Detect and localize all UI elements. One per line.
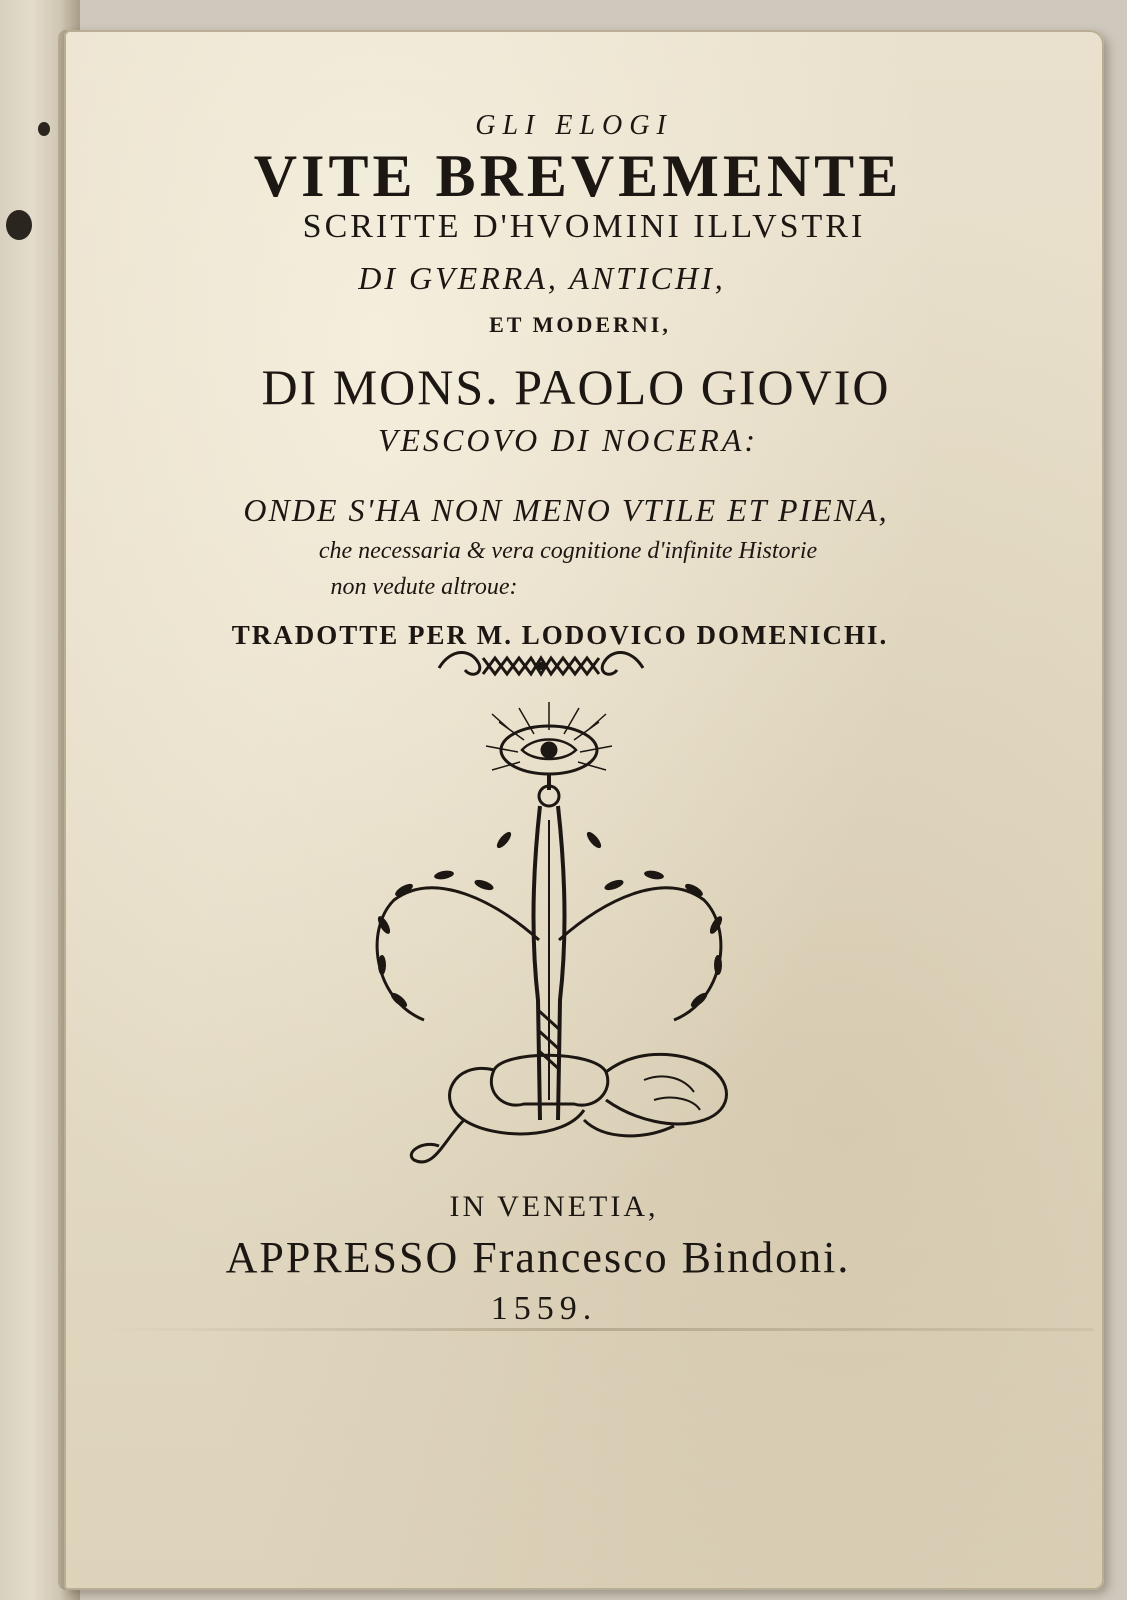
stain-mark [38,122,50,136]
title-line-di-guerra: DI GVERRA, ANTICHI, [358,260,726,296]
headpiece-ornament-icon [431,642,651,686]
subtitle-line-2: che necessaria & vera cognitione d'infinite Historie [318,538,818,564]
title-line-scritte: SCRITTE D'HVOMINI ILLVSTRI [302,208,866,245]
subtitle-line-3: non vedute altroue: [330,574,518,600]
stain-mark [6,210,32,240]
title-line-et-moderni: ET MODERNI, [489,312,671,337]
translator-line: TRADOTTE PER M. LODOVICO DOMENICHI. [231,620,889,650]
paper-crease [104,1328,1094,1331]
title-text-block [64,30,1104,1590]
title-line-vite-brevemente: VITE BREVEMENTE [253,143,903,209]
title-page [64,30,1104,1590]
subtitle-line-1: ONDE S'HA NON MENO VTILE ET PIENA, [243,492,889,528]
author-line: DI MONS. PAOLO GIOVIO [261,359,891,415]
imprint-year: 1559. [490,1290,598,1327]
imprint-place: IN VENETIA, [449,1190,659,1223]
author-title-line: VESCOVO DI NOCERA: [377,422,759,458]
imprint-printer: APPRESSO Francesco Bindoni. [225,1233,851,1282]
printer-device-eye-hand-serpent-icon [344,700,784,1200]
title-line-gli-elogi: GLI ELOGI [475,110,673,141]
